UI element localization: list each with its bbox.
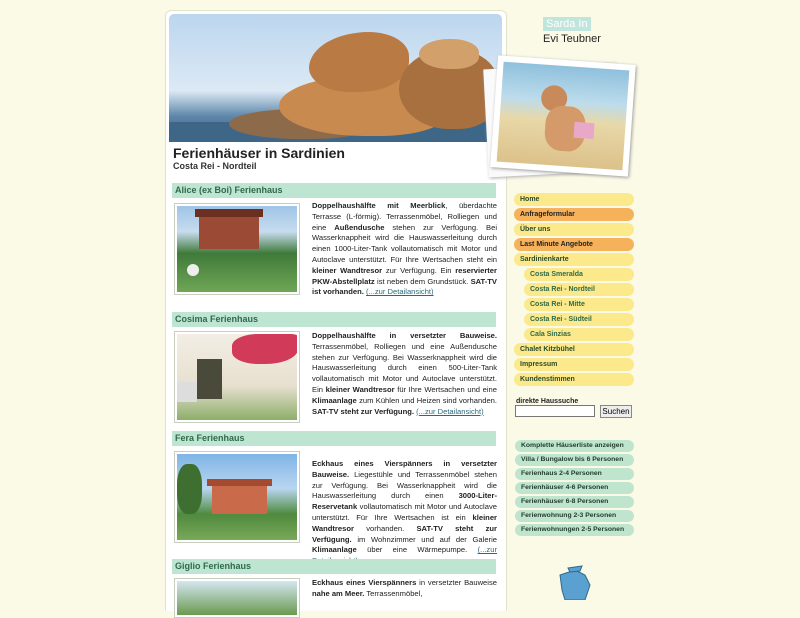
listing-heading-fera[interactable]: Fera Ferienhaus bbox=[172, 431, 496, 446]
search-button[interactable]: Suchen bbox=[600, 405, 632, 418]
listing-heading-alice[interactable]: Alice (ex Boi) Ferienhaus bbox=[172, 183, 496, 198]
detail-link[interactable]: (...zur Detailansicht) bbox=[366, 287, 434, 297]
category-item-ferienhaus-2-4-personen[interactable]: Ferienhaus 2-4 Personen bbox=[515, 468, 634, 480]
listing-thumb-alice[interactable] bbox=[174, 203, 300, 295]
listing-heading-cosima[interactable]: Cosima Ferienhaus bbox=[172, 312, 496, 327]
nav-item-anfrageformular[interactable]: Anfrageformular bbox=[514, 208, 634, 221]
nav-item-costa-smeralda[interactable]: Costa Smeralda bbox=[524, 268, 634, 281]
nav-item-last-minute-angebote[interactable]: Last Minute Angebote bbox=[514, 238, 634, 251]
category-item-ferienhäuser-4-6-personen[interactable]: Ferienhäuser 4-6 Personen bbox=[515, 482, 634, 494]
hero-image bbox=[169, 14, 502, 142]
logo-mark: Sarda In bbox=[543, 17, 591, 31]
nav-item-cala-sinzias[interactable]: Cala Sinzias bbox=[524, 328, 634, 341]
listing-thumb-cosima[interactable] bbox=[174, 331, 300, 423]
nav-item-kundenstimmen[interactable]: Kundenstimmen bbox=[514, 373, 634, 386]
listing-thumb-giglio[interactable] bbox=[174, 578, 300, 618]
listing-desc-alice: Doppelhaushälfte mit Meerblick, überdachte Terrasse (L-förmig). Terrassenmöbel, Rolliegen und eine Außendusche stehen zur Verfügung. Bei Wasserknappheit wird die Hauswasserleitung durch einen 1000-Liter-Tank vollautomatisch mit Motor und Autoclave unterstützt. Für Ihre Wertsachen steht ein kleiner Wandtresor zur Verfügung. Ein reservierter PKW-Abstellplatz ist neben dem Grundstück. SAT-TV ist vorhanden. (...zur Detailansicht) bbox=[312, 201, 498, 297]
search-label: direkte Haussuche bbox=[516, 398, 579, 405]
brand-name: Evi Teubner bbox=[543, 33, 601, 45]
content-panel bbox=[165, 10, 507, 611]
category-nav bbox=[515, 440, 634, 538]
sardinia-map-icon[interactable] bbox=[540, 565, 610, 600]
listing-heading-giglio[interactable]: Giglio Ferienhaus bbox=[172, 559, 496, 574]
category-item-villa-bungalow-bis-6-personen[interactable]: Villa / Bungalow bis 6 Personen bbox=[515, 454, 634, 466]
category-item-ferienhäuser-6-8-personen[interactable]: Ferienhäuser 6-8 Personen bbox=[515, 496, 634, 508]
nav-item-über-uns[interactable]: Über uns bbox=[514, 223, 634, 236]
listing-desc-fera: Eckhaus eines Vierspänners in versetzter Bauweise. Liegestühle und Terrassenmöbel stehen zur Verfügung. Bei Wasserknappheit wird die Hauswasserleitung durch einen 3000-Liter-Reservetank vollautomatisch mit Motor und Autoclave unterstützt. Für Ihre Wertsachen ist ein kleiner Wandtresor vorhanden. SAT-TV steht zur Verfügung. im Wohnzimmer und auf der Galerie Klimaanlage über eine Wärmepumpe. (...zur bbox=[312, 459, 497, 567]
nav-item-costa-rei-mitte[interactable]: Costa Rei - Mitte bbox=[524, 298, 634, 311]
category-item-ferienwohnung-2-3-personen[interactable]: Ferienwohnung 2-3 Personen bbox=[515, 510, 634, 522]
search-input[interactable] bbox=[515, 405, 595, 417]
brand-logo[interactable] bbox=[543, 14, 601, 45]
detail-link[interactable]: (...zur bbox=[477, 545, 497, 555]
category-item-komplette-häuserliste-anzeigen[interactable]: Komplette Häuserliste anzeigen bbox=[515, 440, 634, 452]
child-photo bbox=[490, 55, 635, 176]
detail-link[interactable]: (...zur Detailansicht) bbox=[416, 406, 484, 416]
page-title: Ferienhäuser in Sardinien bbox=[173, 145, 345, 161]
nav-item-home[interactable]: Home bbox=[514, 193, 634, 206]
listing-desc-giglio: Eckhaus eines Vierspänners in versetzter Bauweise nahe am Meer. Terrassenmöbel, bbox=[312, 578, 497, 598]
nav-item-chalet-kitzbühel[interactable]: Chalet Kitzbühel bbox=[514, 343, 634, 356]
page-subtitle: Costa Rei - Nordteil bbox=[173, 161, 257, 171]
nav-item-costa-rei-südteil[interactable]: Costa Rei - Südteil bbox=[524, 313, 634, 326]
listing-thumb-fera[interactable] bbox=[174, 451, 300, 543]
category-item-ferienwohnungen-2-5-personen[interactable]: Ferienwohnungen 2-5 Personen bbox=[515, 524, 634, 536]
listing-desc-cosima: Doppelhaushälfte in versetzter Bauweise. Terrassenmöbel, Rolliegen und eine Außendusche stehen zur Verfügung. Bei Wasserknappheit wird die Hauswasserleitung durch einen 500-Liter-Tank vollautomatisch mit Motor und Autoclave unterstützt. Ein kleiner Wandtresor für Ihre Wertsachen und eine Klimaanlage zum Kühlen und Heizen sind vorhanden. SAT-TV steht zur Verfügung. (...zur Detailansicht) bbox=[312, 331, 497, 416]
nav-item-sardinienkarte[interactable]: Sardinienkarte bbox=[514, 253, 634, 266]
nav-item-impressum[interactable]: Impressum bbox=[514, 358, 634, 371]
nav-item-costa-rei-nordteil[interactable]: Costa Rei - Nordteil bbox=[524, 283, 634, 296]
main-nav bbox=[514, 193, 634, 388]
